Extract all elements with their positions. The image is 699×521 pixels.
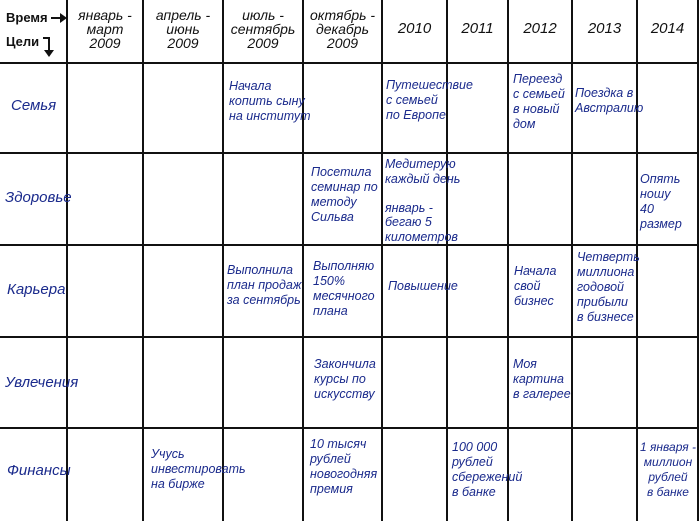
column-header-oct-dec-2009: октябрь - декабрь 2009 — [309, 7, 376, 51]
column-header-2010: 2010 — [397, 20, 432, 37]
cell-health-oct-dec-2009: Посетила семинар по методу Сильва — [311, 165, 378, 224]
cell-finances-oct-dec-2009: 10 тысяч рублей новогодняя премия — [310, 437, 378, 496]
cell-career-2012: Начала свой бизнес — [514, 264, 557, 308]
grid-line-col-0 — [66, 0, 68, 521]
row-label-hobbies: Увлечения — [5, 374, 79, 391]
column-header-jul-sep-2009: июль - сентябрь 2009 — [230, 7, 296, 51]
cell-career-jul-sep-2009: Выполнила план продаж за сентябрь — [227, 263, 302, 307]
grid-line-header-bottom — [0, 62, 699, 64]
time-label: Время — [6, 10, 48, 25]
cell-family-2013: Поездка в Австралию — [575, 86, 644, 115]
grid-line-row-3 — [0, 336, 699, 338]
column-header-2012: 2012 — [523, 20, 557, 37]
arrow-right-icon — [51, 12, 67, 24]
cell-finances-apr-jun-2009: Учусь инвестировать на бирже — [151, 447, 246, 491]
column-header-2011: 2011 — [461, 20, 494, 37]
arrow-down-icon — [42, 36, 56, 58]
grid-line-col-7 — [571, 0, 573, 521]
grid-line-col-2 — [222, 0, 224, 521]
cell-hobbies-oct-dec-2009: Закончила курсы по искусству — [314, 357, 376, 401]
row-label-finances: Финансы — [7, 462, 71, 479]
cell-career-2010: Повышение — [388, 279, 458, 293]
cell-finances-2014: 1 января - миллион рублей в банке — [640, 440, 696, 499]
grid-line-row-4 — [0, 427, 699, 429]
grid-line-row-1 — [0, 152, 699, 154]
row-label-family: Семья — [11, 97, 57, 114]
column-header-2014: 2014 — [650, 20, 685, 37]
grid-line-row-2 — [0, 244, 699, 246]
column-header-2013: 2013 — [587, 20, 622, 37]
cell-finances-2011: 100 000 рублей сбережений в банке — [452, 440, 523, 499]
cell-health-2010: Медитерую каждый день январь - бегаю 5 километров — [385, 157, 461, 244]
column-header-apr-jun-2009: апрель - июнь 2009 — [155, 7, 211, 51]
cell-hobbies-2012: Моя картина в галерее — [513, 357, 571, 401]
goals-label: Цели — [6, 34, 40, 49]
cell-family-2010: Путешествие с семьей по Европе — [386, 78, 473, 122]
grid-line-col-4 — [381, 0, 383, 521]
cell-family-2012: Переезд с семьей в новый дом — [513, 72, 565, 131]
column-header-jan-mar-2009: январь - март 2009 — [78, 7, 132, 51]
cell-health-2014: Опять ношу 40 размер — [640, 172, 682, 231]
cell-family-jul-sep-2009: Начала копить сыну на институт — [229, 79, 311, 123]
row-label-career: Карьера — [7, 281, 66, 298]
row-label-health: Здоровье — [5, 189, 72, 206]
cell-career-2013: Четверть миллиона годовой прибыли в бизнесе — [577, 250, 640, 324]
cell-career-oct-dec-2009: Выполняю 150% месячного плана — [313, 259, 375, 318]
grid-line-col-1 — [142, 0, 144, 521]
